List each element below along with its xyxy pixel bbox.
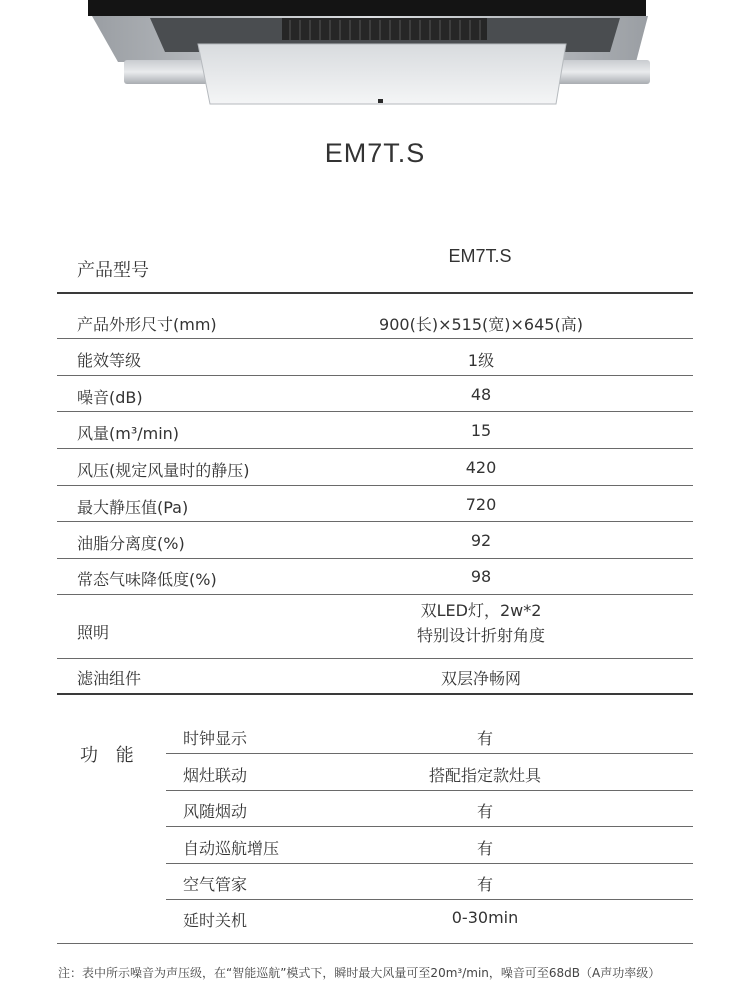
table-bottom-rule [57, 943, 693, 944]
function-item-label: 延时关机 [183, 911, 248, 930]
spec-label: 噪音(dB) [77, 388, 143, 407]
spec-value-line2: 特别设计折射角度 [416, 626, 545, 645]
section-rule [57, 693, 693, 695]
row-divider [166, 863, 693, 864]
function-item-value: 搭配指定款灶具 [428, 766, 541, 785]
spec-label: 照明 [77, 623, 110, 642]
function-label: 功 能 [80, 745, 140, 766]
spec-value: 双层净畅网 [440, 669, 521, 688]
range-hood-image [0, 0, 750, 115]
function-item-value: 0-30min [451, 908, 519, 927]
spec-value: 420 [465, 458, 497, 477]
spec-value: 92 [470, 531, 492, 550]
spec-value: 48 [470, 385, 492, 404]
row-divider [57, 375, 693, 376]
spec-label: 风量(m³/min) [77, 424, 180, 443]
spec-value-line1: 双LED灯，2w*2 [420, 601, 542, 620]
spec-label: 产品外形尺寸(mm) [77, 315, 217, 334]
function-item-label: 烟灶联动 [183, 766, 248, 785]
row-divider [166, 826, 693, 827]
function-item-label: 时钟显示 [183, 729, 248, 748]
spec-label: 滤油组件 [77, 669, 142, 688]
row-divider [57, 558, 693, 559]
spec-value: 1级 [467, 351, 495, 370]
header-value: EM7T.S [448, 246, 512, 266]
row-divider [57, 338, 693, 339]
table-top-rule [57, 292, 693, 294]
function-item-value: 有 [476, 802, 493, 821]
function-item-value: 有 [476, 875, 493, 894]
row-divider [57, 448, 693, 449]
row-divider [166, 790, 693, 791]
spec-value: 98 [470, 567, 492, 586]
row-divider [57, 411, 693, 412]
spec-value: 15 [470, 421, 492, 440]
spec-label: 能效等级 [77, 351, 142, 370]
row-divider [57, 594, 693, 595]
row-divider [166, 899, 693, 900]
function-item-label: 风随烟动 [183, 802, 248, 821]
spec-label: 常态气味降低度(%) [77, 570, 217, 589]
function-item-value: 有 [476, 839, 493, 858]
footnote: 注：表中所示噪音为声压级，在“智能巡航”模式下，瞬时最大风量可至20m³/min，噪音可至68dB（A声功率级） [58, 966, 661, 980]
spec-label: 风压(规定风量时的静压) [77, 461, 250, 480]
spec-value: 900(长)×515(宽)×645(高) [379, 315, 583, 334]
function-item-label: 自动巡航增压 [183, 839, 280, 858]
spec-value: 720 [465, 495, 497, 514]
row-divider [57, 658, 693, 659]
row-divider [57, 521, 693, 522]
row-divider [57, 485, 693, 486]
function-item-value: 有 [476, 729, 493, 748]
spec-label: 最大静压值(Pa) [77, 498, 189, 517]
spec-label: 油脂分离度(%) [77, 534, 185, 553]
row-divider [166, 753, 693, 754]
header-label: 产品型号 [77, 260, 149, 281]
function-item-label: 空气管家 [183, 875, 248, 894]
model-title: EM7T.S [324, 138, 426, 168]
